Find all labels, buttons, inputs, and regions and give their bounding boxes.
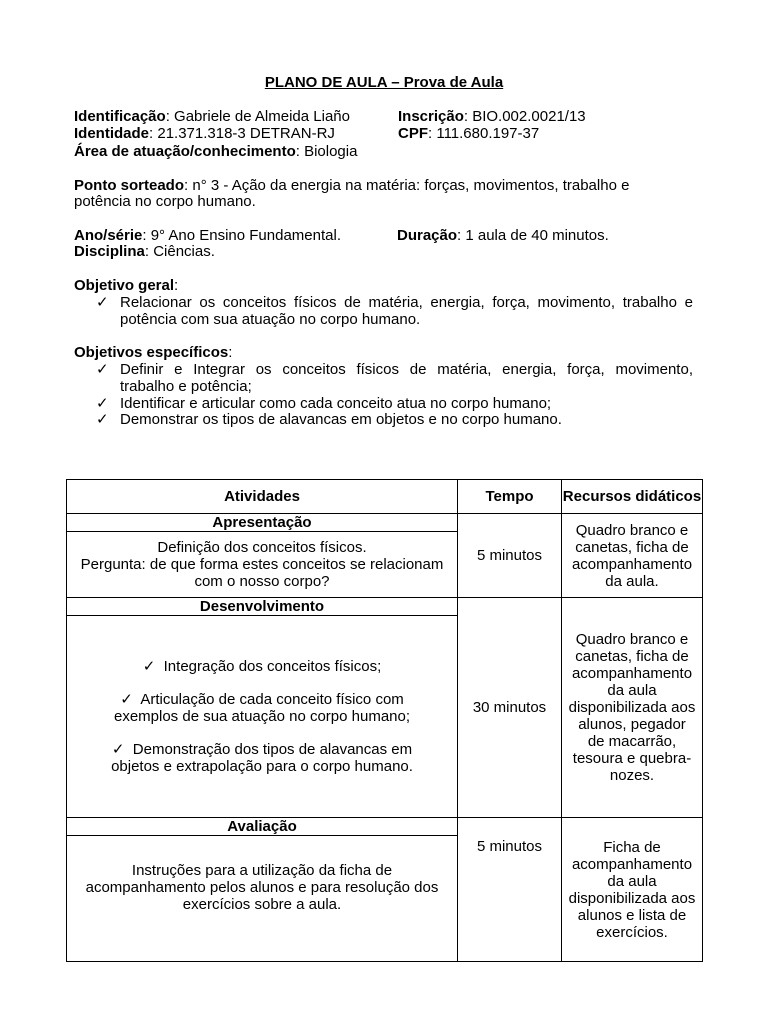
section-desenvolvimento: Desenvolvimento xyxy=(67,598,458,616)
check-icon: ✓ xyxy=(96,294,109,311)
cpf-label: CPF xyxy=(398,125,428,142)
check-icon: ✓ xyxy=(96,411,109,428)
apresentacao-tempo: 5 minutos xyxy=(458,514,562,598)
table-row xyxy=(67,598,703,616)
disciplina-label: Disciplina xyxy=(74,243,145,260)
objetivo-especifico-2: Identificar e articular como cada conceito atua no corpo humano; xyxy=(120,395,552,412)
ano-value: : 9° Ano Ensino Fundamental. xyxy=(142,227,341,244)
objetivo-especifico-1-line2: trabalho e potência; xyxy=(120,378,252,395)
desenvolvimento-atividade xyxy=(67,616,458,818)
desenvolvimento-tempo: 30 minutos xyxy=(458,598,562,818)
objetivo-especifico-1-line1: Definir e Integrar os conceitos físicos de matéria, energia, força, movimento, xyxy=(120,361,693,378)
duracao-line xyxy=(397,227,609,244)
check-icon: ✓ xyxy=(96,395,109,412)
identificacao-label: Identificação xyxy=(74,108,166,125)
objetivos-especificos-heading xyxy=(74,344,232,361)
ano-line xyxy=(74,227,341,244)
activities-table xyxy=(66,479,703,962)
objetivo-geral-label: Objetivo geral xyxy=(74,277,175,294)
ponto-label: Ponto sorteado xyxy=(74,177,185,194)
objetivo-geral-heading xyxy=(74,277,178,294)
avaliacao-recursos: Ficha de acompanhamento da aula disponibilizada aos alunos e lista de exercícios. xyxy=(562,818,703,962)
apresentacao-line2: Pergunta: de que forma estes conceitos se relacionam com o nosso corpo? xyxy=(80,556,444,590)
objetivo-geral-item-line1: Relacionar os conceitos físicos de matéria, energia, força, movimento, trabalho e xyxy=(120,294,693,311)
cpf-line xyxy=(398,125,539,142)
objetivos-especificos-label: Objetivos específicos xyxy=(74,344,229,361)
check-icon: ✓ xyxy=(111,741,125,758)
table-header-row xyxy=(67,480,703,514)
apresentacao-atividade xyxy=(67,532,458,598)
desenvolvimento-item-1: ✓ Integração dos conceitos físicos; xyxy=(142,658,382,675)
avaliacao-atividade: Instruções para a utilização da ficha de acompanhamento pelos alunos e para resolução dos exercícios sobre a aula. xyxy=(67,836,458,962)
identificacao-line xyxy=(74,108,350,125)
identificacao-value: : Gabriele de Almeida Liaño xyxy=(165,108,350,125)
section-apresentacao: Apresentação xyxy=(67,514,458,532)
check-icon: ✓ xyxy=(142,658,156,675)
ano-label: Ano/série xyxy=(74,227,143,244)
header-tempo: Tempo xyxy=(458,480,562,514)
table-row xyxy=(67,818,703,836)
ponto-line2: potência no corpo humano. xyxy=(74,193,256,210)
cpf-value: : 111.680.197-37 xyxy=(428,125,540,142)
avaliacao-tempo: 5 minutos xyxy=(458,818,562,962)
identidade-value: : 21.371.318-3 DETRAN-RJ xyxy=(149,125,335,142)
objetivo-geral-colon: : xyxy=(174,277,179,294)
page-title: PLANO DE AULA – Prova de Aula xyxy=(264,74,504,91)
inscricao-value: : BIO.002.0021/13 xyxy=(463,108,586,125)
area-value: : Biologia xyxy=(295,143,358,160)
area-line xyxy=(74,143,357,160)
header-recursos: Recursos didáticos xyxy=(562,480,703,514)
duracao-label: Duração xyxy=(397,227,458,244)
objetivo-geral-item-line2: potência com sua atuação no corpo humano. xyxy=(120,311,421,328)
disciplina-line xyxy=(74,243,215,260)
desenvolvimento-item-3: ✓ Demonstração dos tipos de alavancas em objetos e extrapolação para o corpo humano. xyxy=(111,741,413,775)
apresentacao-recursos: Quadro branco e canetas, ficha de acompanhamento da aula. xyxy=(562,514,703,598)
inscricao-label: Inscrição xyxy=(398,108,464,125)
check-icon: ✓ xyxy=(96,361,109,378)
desenvolvimento-item-2: ✓ Articulação de cada conceito físico com exemplos de sua atuação no corpo humano; xyxy=(113,691,411,725)
ponto-text1: : n° 3 - Ação da energia na matéria: forças, movimentos, trabalho e xyxy=(184,177,630,194)
disciplina-value: : Ciências. xyxy=(144,243,215,260)
table-row xyxy=(67,514,703,532)
inscricao-line xyxy=(398,108,586,125)
check-icon: ✓ xyxy=(120,691,133,708)
objetivo-especifico-3: Demonstrar os tipos de alavancas em objetos e no corpo humano. xyxy=(120,411,562,428)
header-atividades: Atividades xyxy=(67,480,458,514)
identidade-label: Identidade xyxy=(74,125,150,142)
duracao-value: : 1 aula de 40 minutos. xyxy=(457,227,609,244)
section-avaliacao: Avaliação xyxy=(67,818,458,836)
ponto-line1 xyxy=(74,177,629,194)
desenvolvimento-recursos: Quadro branco e canetas, ficha de acompanhamento da aula disponibilizada aos alunos, pegador de macarrão, tesoura e quebra-nozes. xyxy=(562,598,703,818)
objetivos-especificos-colon: : xyxy=(228,344,233,361)
apresentacao-line1: Definição dos conceitos físicos. xyxy=(157,539,367,556)
identidade-line xyxy=(74,125,335,142)
area-label: Área de atuação/conhecimento xyxy=(74,143,296,160)
